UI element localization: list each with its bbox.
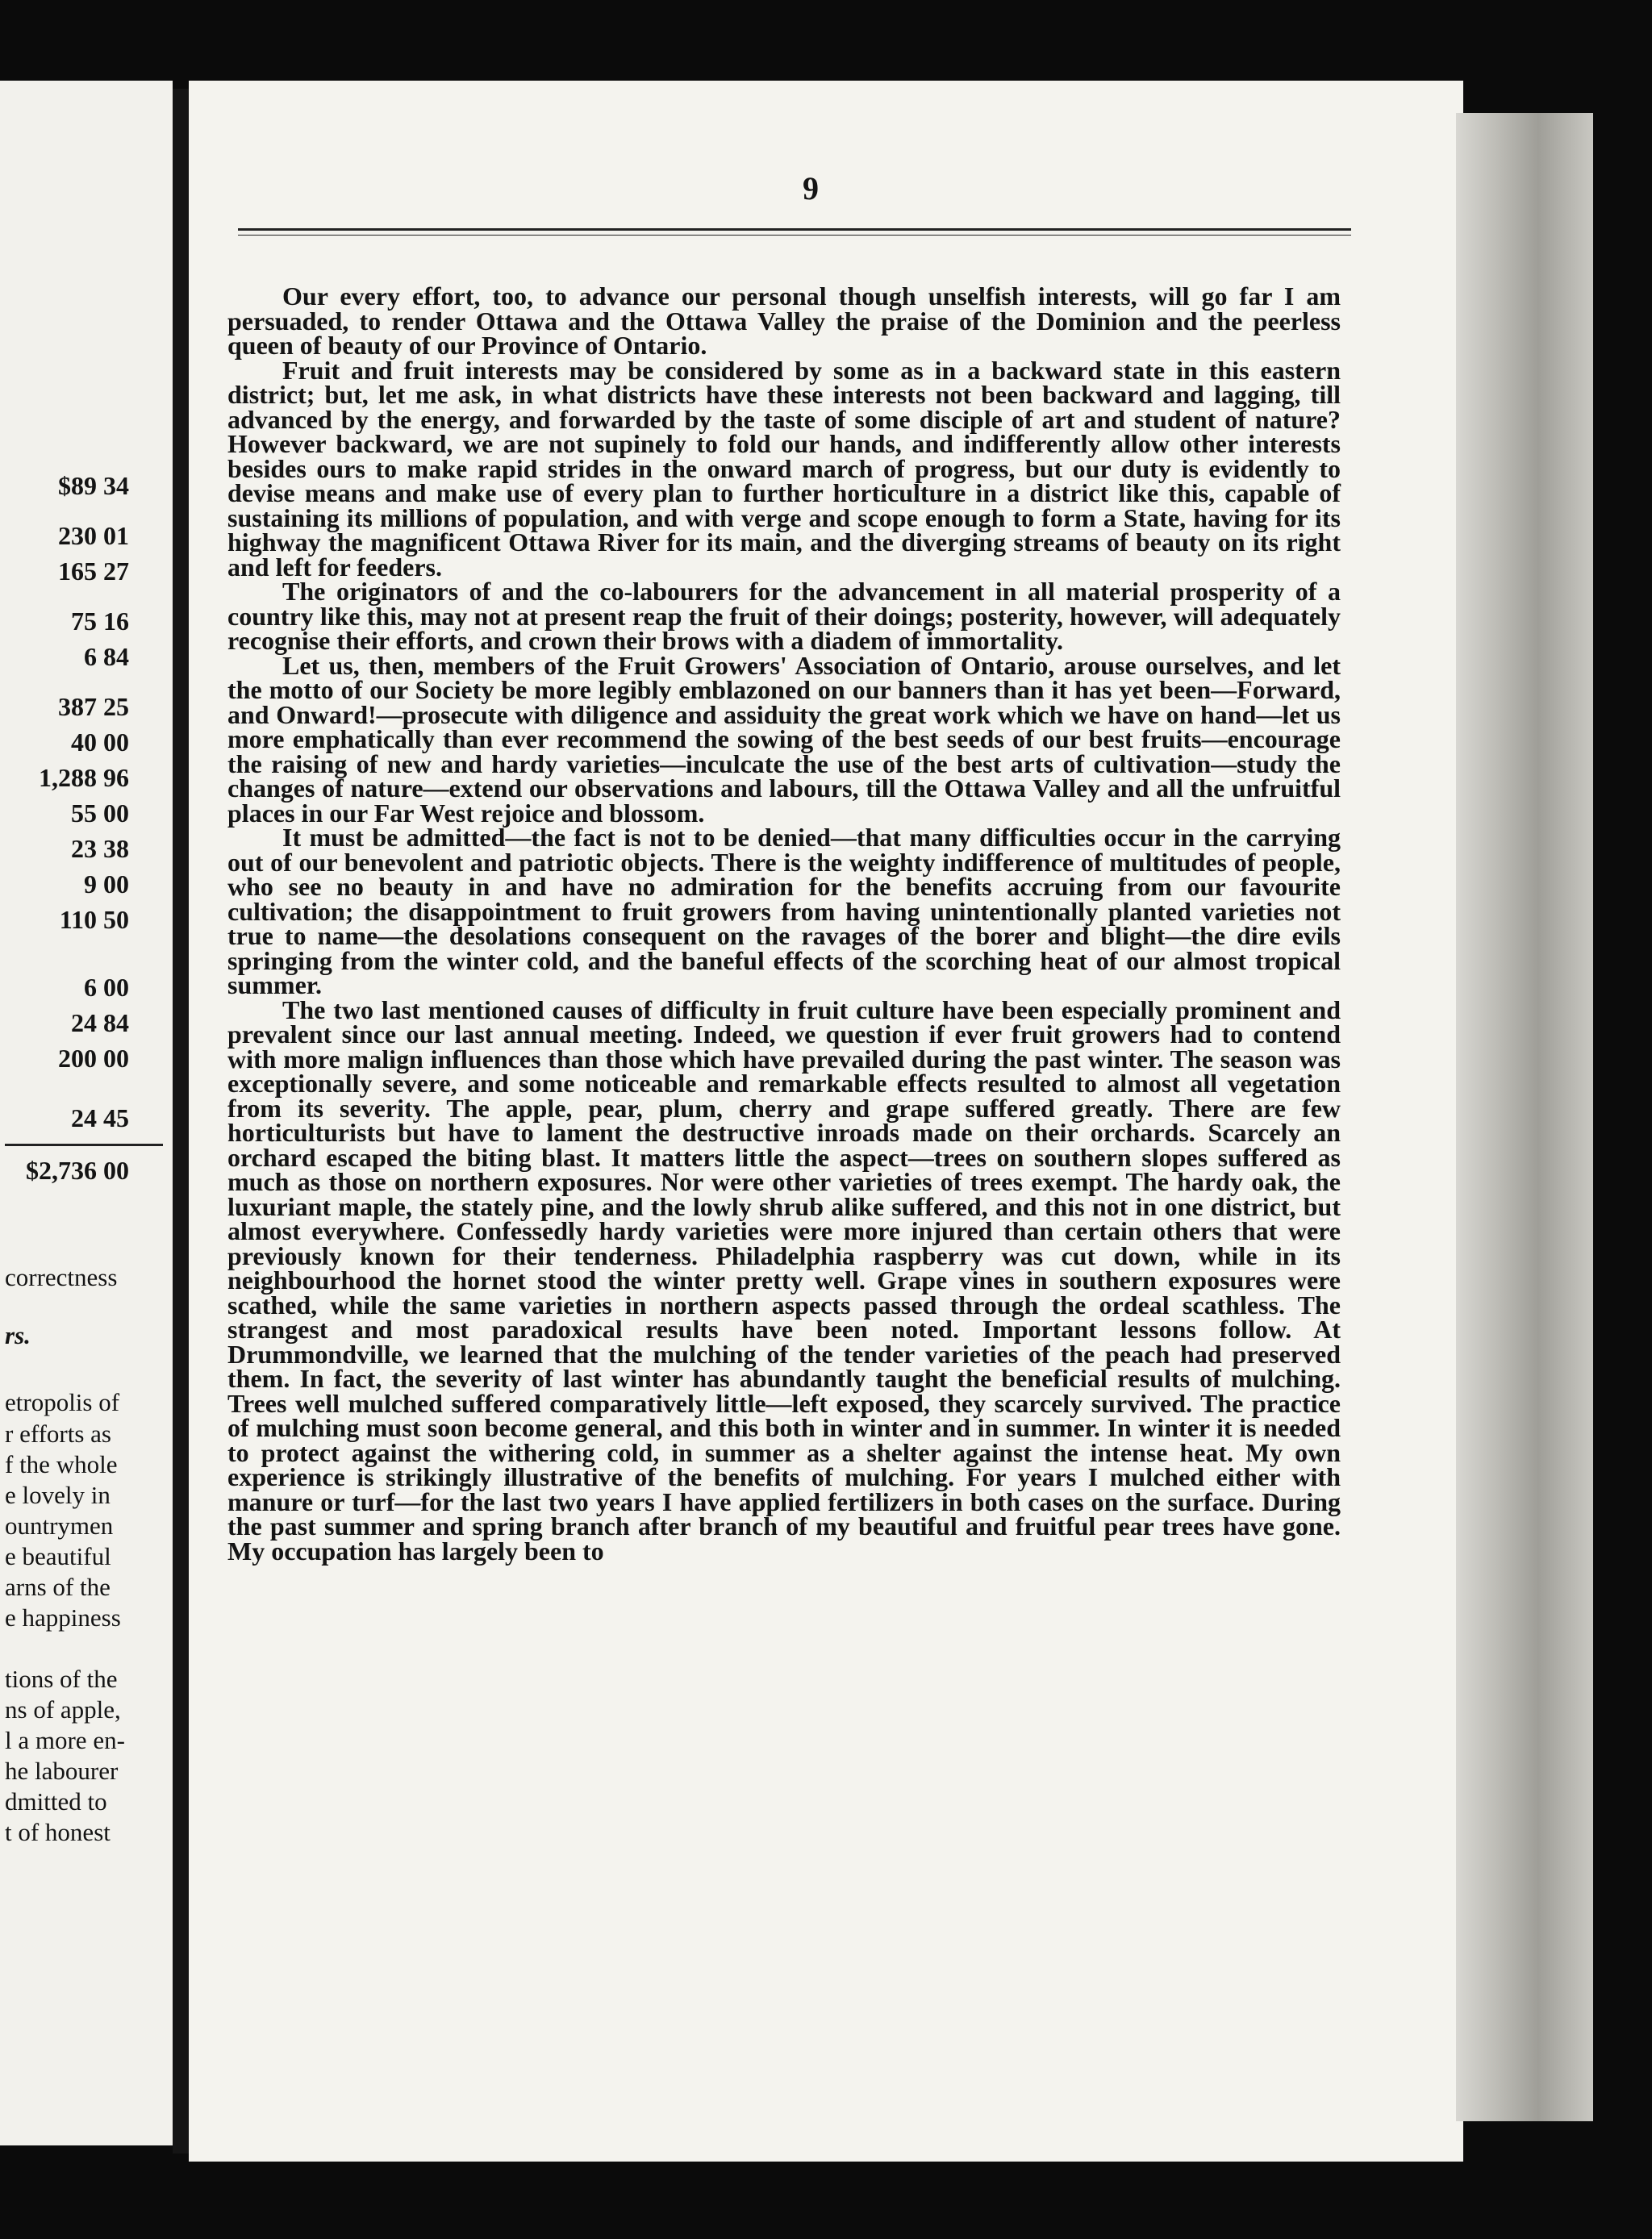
header-rule	[238, 228, 1351, 240]
ledger-amount: 110 50	[59, 905, 129, 934]
ledger-amount: 24 84	[71, 1008, 129, 1037]
ledger-amount: 200 00	[58, 1044, 129, 1073]
ledger-amount: 23 38	[71, 834, 129, 863]
ledger-total-rule	[5, 1144, 163, 1146]
ledger-total: $2,736 00	[26, 1156, 129, 1185]
left-fragment: he labourer	[5, 1757, 119, 1785]
ledger-amount: 24 45	[71, 1103, 129, 1132]
ledger-amount: 1,288 96	[39, 763, 129, 792]
left-fragment: etropolis of	[5, 1388, 120, 1416]
paragraph: Our every effort, too, to advance our personal though unselfish interests, will go far I am persuaded, to render Ottawa and the Ottawa Valley the praise of the Dominion and the peerless queen of beauty of our Province of Ontario.	[227, 281, 1341, 360]
left-fragment: tions of the	[5, 1665, 118, 1693]
left-page	[0, 81, 173, 2145]
ledger-amount: 6 00	[84, 973, 129, 1002]
ledger-amount: 40 00	[71, 728, 129, 757]
ledger-amount: 9 00	[84, 869, 129, 899]
ledger-amount: $89 34	[58, 471, 129, 500]
ledger-amount: 230 01	[58, 521, 129, 550]
ledger-amount: 6 84	[84, 642, 129, 671]
paragraph: The originators of and the co-labourers for the advancement in all material prosperity of a country like this, may not at present reap the fruit of their doings; posterity, however, will adequately recognise their efforts, and crown their brows with a diadem of immortality.	[227, 577, 1341, 655]
left-fragment: correctness	[5, 1263, 118, 1291]
page-number: 9	[803, 170, 819, 206]
left-fragment: e lovely in	[5, 1481, 111, 1509]
article-body	[227, 281, 1341, 1566]
paragraph: Let us, then, members of the Fruit Growers' Association of Ontario, arouse ourselves, and let the motto of our Society be more legibly emblazoned on our banners than it has yet been—Forward, and Onward!—prosecute with diligence and assiduity the great work which we have on hand—let us more emphatically than ever recommend the sowing of the best seeds of our best fruits—encourage the raising of new and hardy varieties—inculcate the use of the best arts of cultivation—study the changes of nature—extend our observations and labours, till the Ottawa Valley and all the unfruitful places in our Far West rejoice and blossom.	[227, 650, 1341, 828]
left-fragment: e beautiful	[5, 1542, 111, 1570]
paragraph: Fruit and fruit interests may be considered by some as in a backward state in this eastern district; but, let me ask, in what districts have these interests not been backward and lagging, till advanced by the energy, and forwarded by the taste of some disciple of art and student of nature? However backward, we are not supinely to fold our hands, and indifferently allow other interests besides ours to make rapid strides in the onward march of progress, but our duty is evidently to devise means and make use of every plan to further horticulture in a district like this, capable of sustaining its millions of population, and with verge and scope enough to form a State, having for its highway the magnificent Ottawa River for its main, and the diverging streams of beauty on its right and left for feeders.	[227, 355, 1341, 582]
paragraph: It must be admitted—the fact is not to be denied—that many difficulties occur in the carrying out of our benevolent and patriotic objects. There is the weighty indifference of multitudes of people, who see no beauty in and have no admiration for the benefits accruing from our favourite cultivation; the disappointment to fruit growers from having unintentionally planted varieties not true to name—the desolations consequent on the ravages of the borer and blight—the dire evils springing from the winter cold, and the baneful effects of the scorching heat of our almost tropical summer.	[227, 823, 1341, 999]
left-fragment: dmitted to	[5, 1787, 107, 1816]
ledger-amount: 75 16	[71, 607, 129, 636]
left-fragment: f the whole	[5, 1450, 118, 1478]
paragraph: The two last mentioned causes of difficulty in fruit culture have been especially prominent and prevalent since our last annual meeting. Indeed, we question if ever fruit growers had to contend with more malign influences than those which have prevailed during the past winter. The season was exceptionally severe, and some noticeable and remarkable effects resulted to almost all vegetation from its severity. The apple, pear, plum, cherry and grape suffered greatly. There are few horticulturists but have to lament the destructive inroads made on their orchards. Scarcely an orchard escaped the biting blast. It matters little the aspect—trees on southern slopes suffered as much as those on northern exposures. Nor were other varieties of trees exempt. The hardy oak, the luxuriant maple, the stately pine, and the lowly shrub alike suffered, and this not in one district, but almost everywhere. Confessedly hardy varieties were more injured than certain others that were previously known for their tenderness. Philadelphia raspberry was cut down, while in its neighbourhood the hornet stood the winter pretty well. Grape vines in southern exposures were scathed, while the same varieties in northern aspects passed through the ordeal scathless. The strangest and most paradoxical results have been noted. Important lessons follow. At Drummondville, we learned that the mulching of the tender varieties of the peach had preserved them. In fact, the severity of last winter has abundantly taught the beneficial results of mulching. Trees well mulched suffered comparatively little—left exposed, they scarcely survived. The practice of mulching must soon become general, and this both in winter and in summer. In winter it is needed to protect against the withering cold, in summer as a shelter against the intense heat. My own experience is strikingly illustrative of the benefits of mulching. For years I mulched either with manure or turf—for the last two years I have applied fertilizers in both cases on the surface. During the past summer and spring branch after branch of my beautiful and fruitful pear trees have gone. My occupation has largely been to	[227, 994, 1341, 1566]
left-fragment: arns of the	[5, 1573, 111, 1601]
ledger-amount: 55 00	[71, 798, 129, 828]
ledger-amount: 165 27	[58, 557, 129, 586]
ledger-column	[5, 468, 166, 1188]
left-fragment: r efforts as	[5, 1420, 111, 1448]
left-fragment: e happiness	[5, 1603, 121, 1632]
page-edge	[1456, 113, 1593, 2121]
left-fragment: t of honest	[5, 1818, 111, 1846]
left-fragment: ountrymen	[5, 1511, 114, 1540]
left-fragment: rs.	[5, 1321, 31, 1349]
left-fragment: ns of apple,	[5, 1695, 121, 1724]
left-fragment: l a more en-	[5, 1726, 125, 1754]
ledger-amount: 387 25	[58, 692, 129, 721]
